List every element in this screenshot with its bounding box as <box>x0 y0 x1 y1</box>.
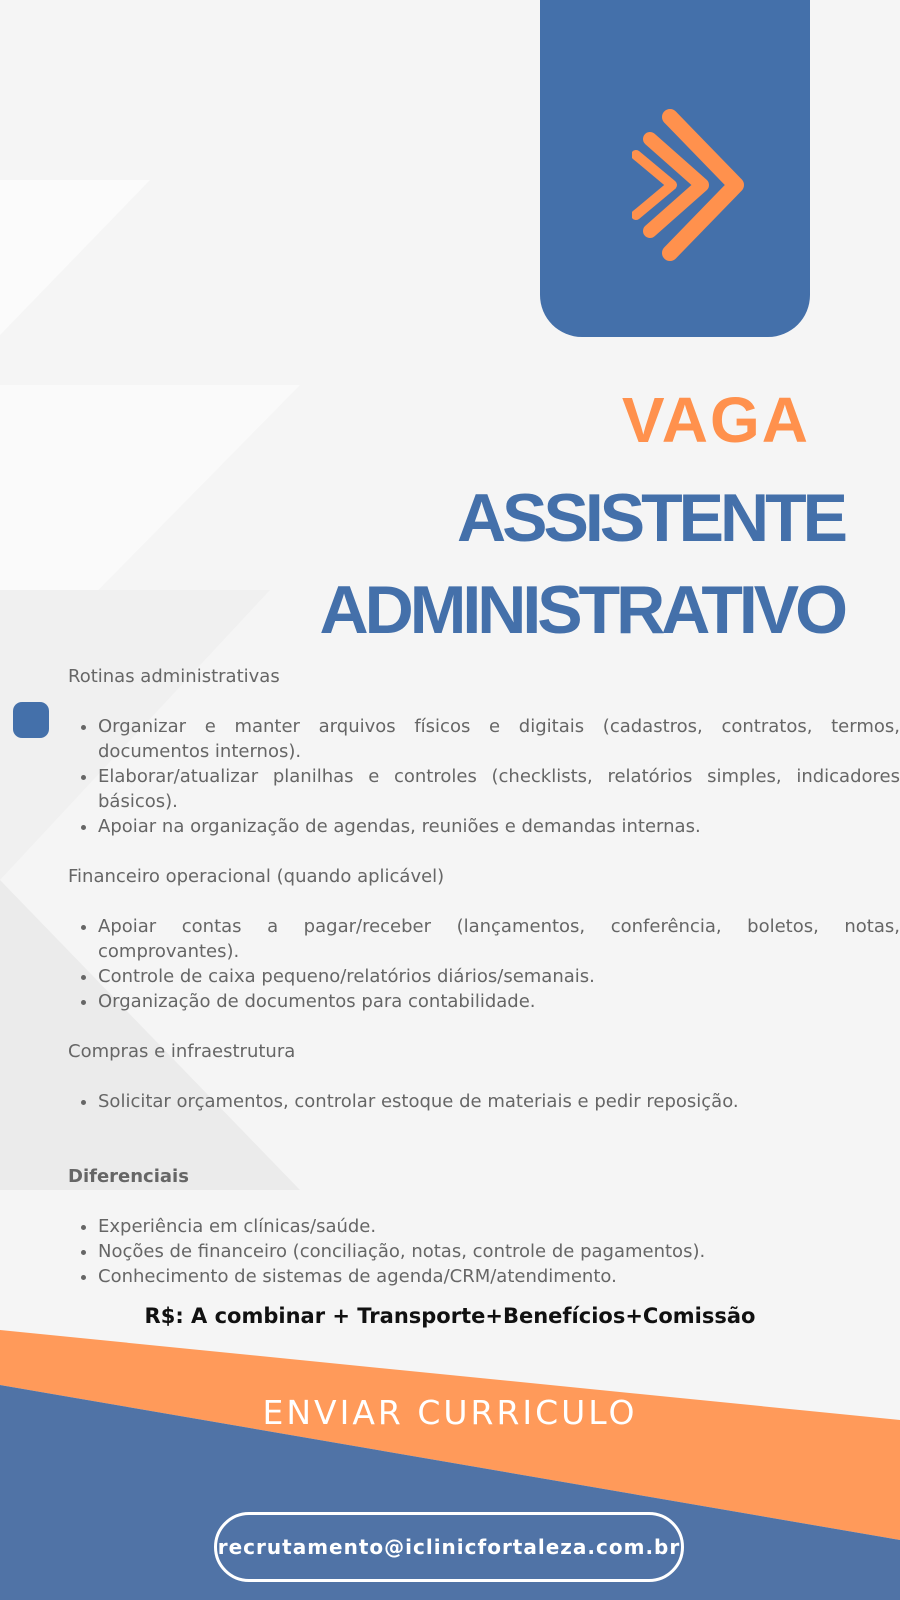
section-title-diferenciais: Diferenciais <box>68 1166 189 1187</box>
title-kicker: VAGA <box>621 384 810 456</box>
job-title-line1: ASSISTENTE <box>457 480 844 556</box>
list-item: • Apoiar contas a pagar/receber (lançamentos, conferência, boletos, notas, comprovantes). <box>98 914 900 964</box>
job-description <box>68 664 900 1289</box>
section-title-compras: Compras e infraestrutura <box>68 1041 296 1062</box>
section-title-financeiro: Financeiro operacional (quando aplicável) <box>68 866 445 887</box>
list-diferenciais <box>68 1214 900 1289</box>
list-financeiro <box>68 914 900 1014</box>
list-item: • Organizar e manter arquivos físicos e digitais (cadastros, contratos, termos, documentos internos). <box>98 714 900 764</box>
section-title-rotinas: Rotinas administrativas <box>68 666 280 687</box>
list-item: • Experiência em clínicas/saúde. <box>98 1214 900 1239</box>
list-item: • Solicitar orçamentos, controlar estoque de materiais e pedir reposição. <box>98 1089 900 1114</box>
list-item: • Organização de documentos para contabilidade. <box>98 989 900 1014</box>
salary-text: R$: A combinar + Transporte+Benefícios+Comissão <box>144 1304 756 1328</box>
job-title-line2: ADMINISTRATIVO <box>319 572 844 648</box>
bg-stripe-1 <box>0 180 150 335</box>
list-item: • Elaborar/atualizar planilhas e controles (checklists, relatórios simples, indicadores básicos). <box>98 764 900 814</box>
list-item: • Noções de financeiro (conciliação, notas, controle de pagamentos). <box>98 1239 900 1264</box>
list-item: • Apoiar na organização de agendas, reuniões e demandas internas. <box>98 814 900 839</box>
list-rotinas <box>68 714 900 839</box>
logo-card <box>540 0 810 337</box>
list-compras <box>68 1089 900 1114</box>
list-item: • Controle de caixa pequeno/relatórios diários/semanais. <box>98 964 900 989</box>
email-button[interactable] <box>214 1512 684 1582</box>
email-address[interactable]: recrutamento@iclinicfortaleza.com.br <box>217 1535 681 1559</box>
list-item: • Conhecimento de sistemas de agenda/CRM/atendimento. <box>98 1264 900 1289</box>
decorative-square <box>13 702 49 738</box>
double-chevron-right-icon <box>632 105 752 265</box>
send-resume-label: ENVIAR CURRICULO <box>262 1393 638 1432</box>
